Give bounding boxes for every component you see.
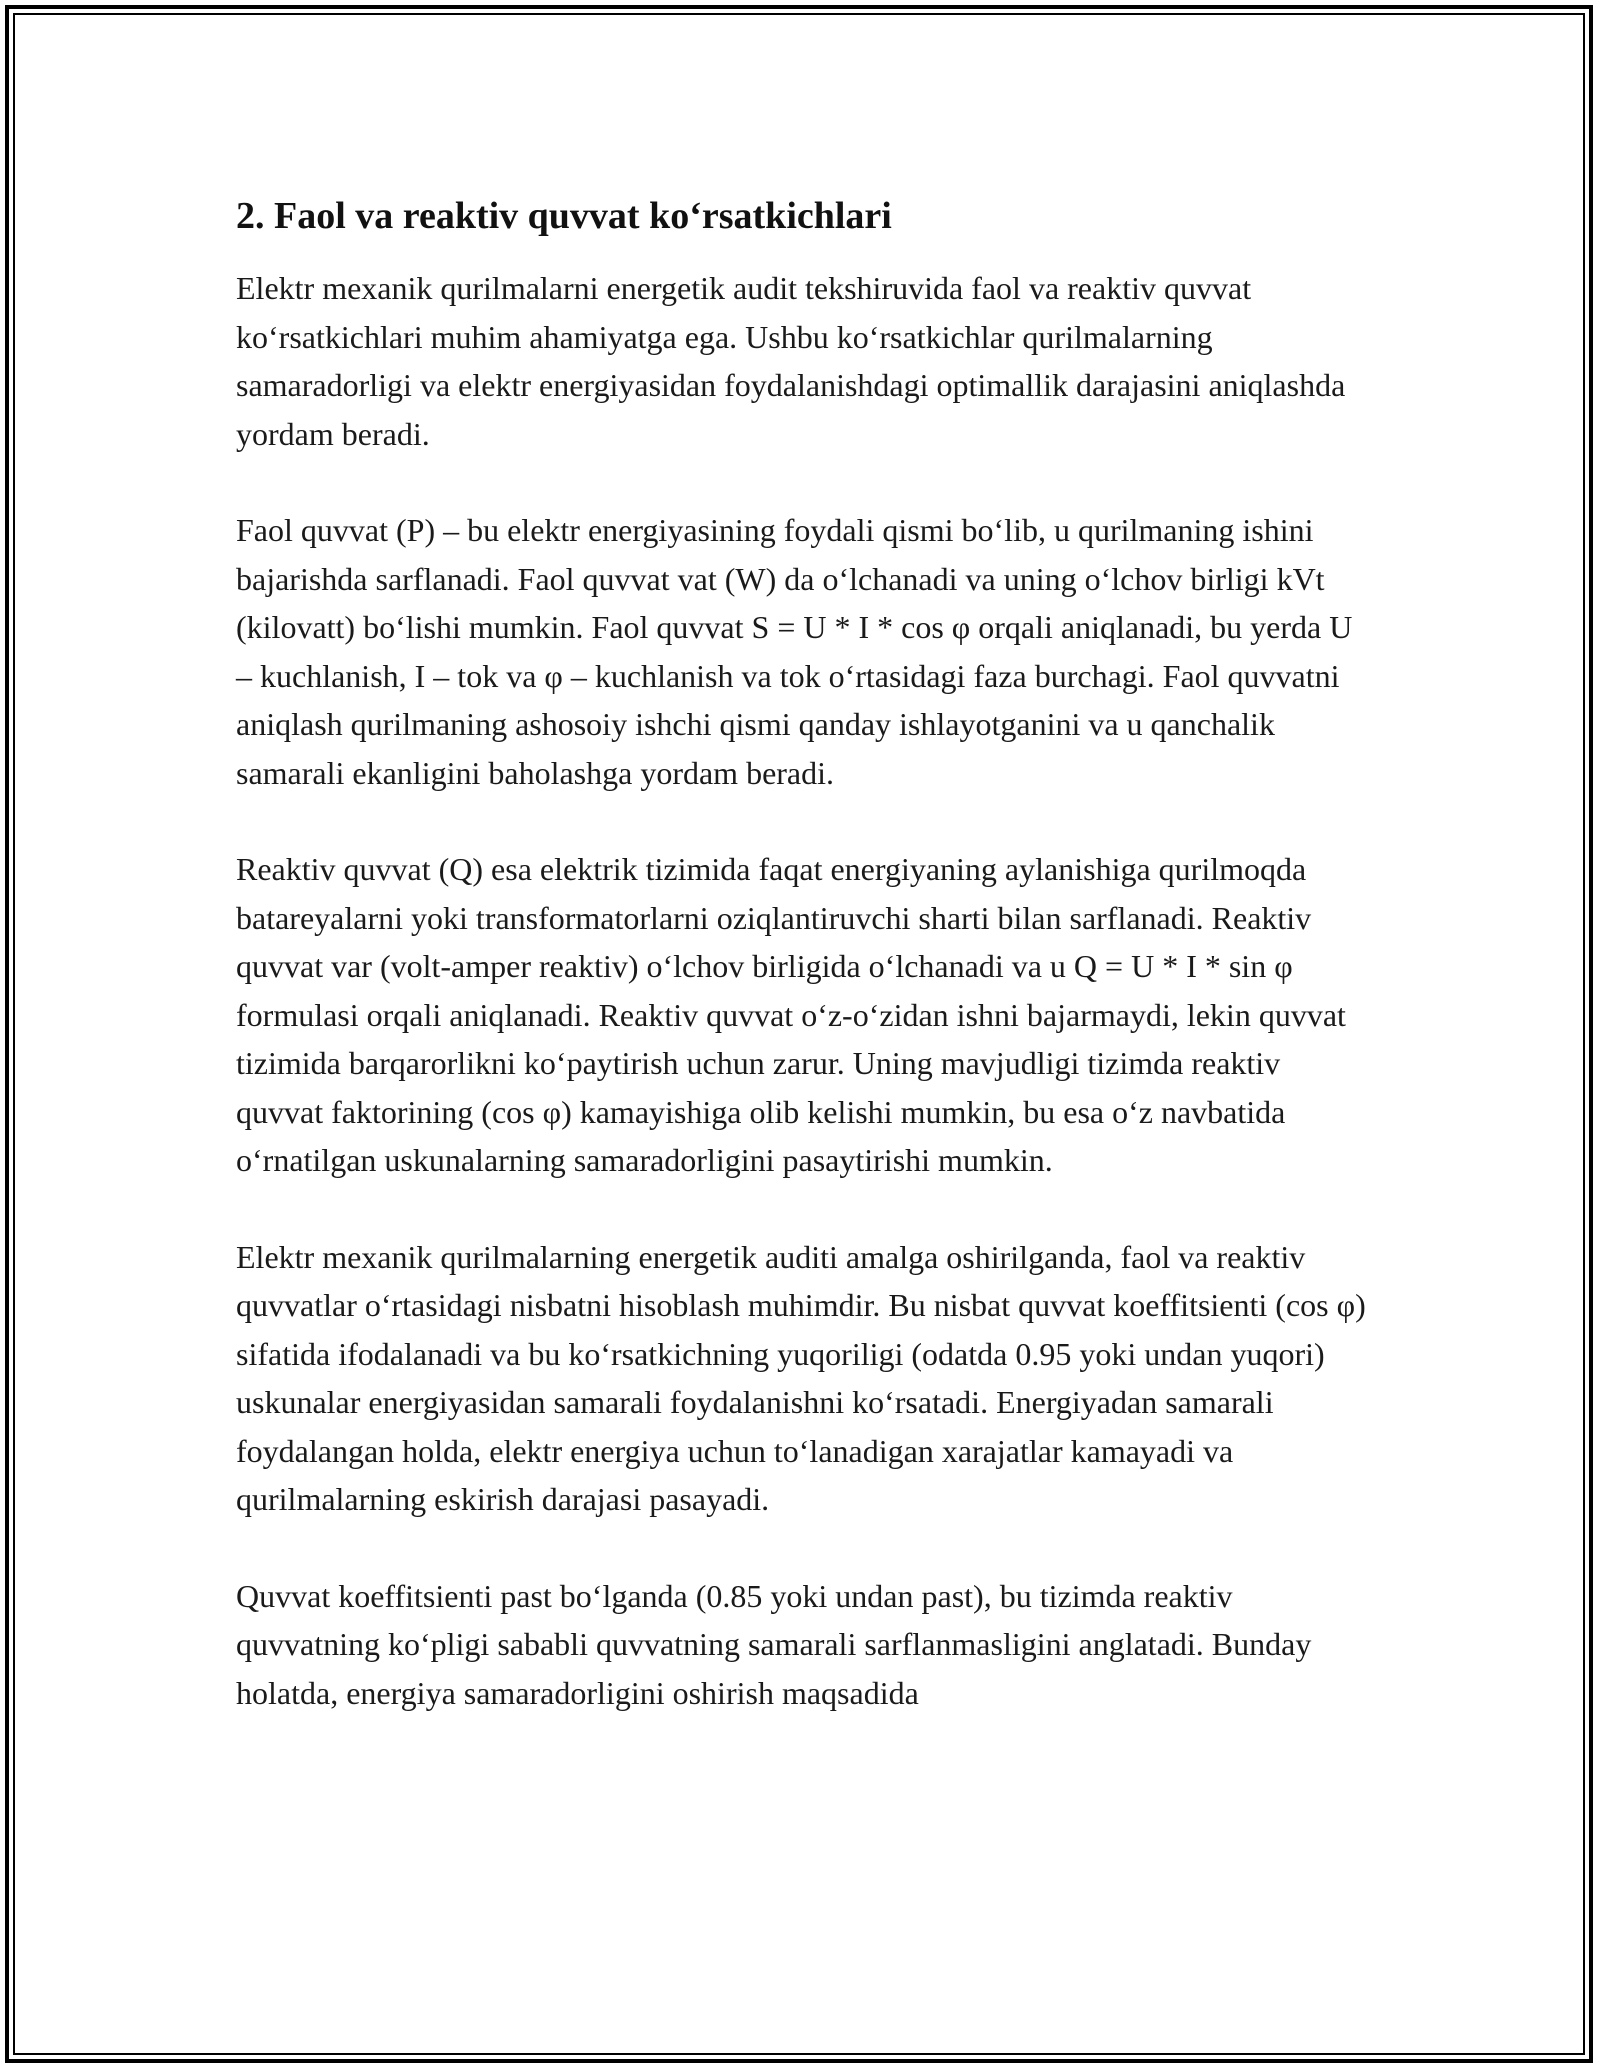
- paragraph-low-power-factor: Quvvat koeffitsienti past bo‘lganda (0.85 yoki undan past), bu tizimda reaktiv quvvatning ko‘pligi sababli quvvatning samarali sarflanmasligini anglatadi. Bunday holatda, energiya samaradorligini oshirish maqsadida: [236, 1577, 1312, 1711]
- paragraph-intro: Elektr mexanik qurilmalarni energetik audit tekshiruvida faol va reaktiv quvvat ko‘rsatkichlari muhim ahamiyatga ega. Ushbu ko‘rsatkichlar qurilmalarning samaradorligi va elektr energiyasidan foydalanishdagi optimallik darajasini aniqlashda yordam beradi.: [236, 270, 1346, 452]
- paragraph-power-factor: Elektr mexanik qurilmalarning energetik auditi amalga oshirilganda, faol va reaktiv quvvatlar o‘rtasidagi nisbatni hisoblash muhimdir. Bu nisbat quvvat koeffitsienti (cos φ) sifatida ifodalanadi va bu ko‘rsatkichning yuqoriligi (odatda 0.95 yoki undan yuqori) uskunalar energiyasidan samarali foydalanishni ko‘rsatadi. Energiyadan samarali foydalangan holda, elektr energiya uchun to‘lanadigan xarajatlar kamayadi va qurilmalarning eskirish darajasi pasayadi.: [236, 1238, 1366, 1517]
- paragraph-reactive-power: Reaktiv quvvat (Q) esa elektrik tizimida faqat energiyaning aylanishiga qurilmoqda batareyalarni yoki transformatorlarni oziqlantiruvchi sharti bilan sarflanadi. Reaktiv quvvat var (volt-amper reaktiv) o‘lchov birligida o‘lchanadi va u Q = U * I * sin φ formulasi orqali aniqlanadi. Reaktiv quvvat o‘z-o‘zidan ishni bajarmaydi, lekin quvvat tizimida barqarorlikni ko‘paytirish uchun zarur. Uning mavjudligi tizimda reaktiv quvvat faktorining (cos φ) kamayishiga olib kelishi mumkin, bu esa o‘z navbatida o‘rnatilgan uskunalarning samaradorligini pasaytirishi mumkin.: [236, 851, 1346, 1178]
- paragraph-active-power: Faol quvvat (P) – bu elektr energiyasining foydali qismi bo‘lib, u qurilmaning ishini bajarishda sarflanadi. Faol quvvat vat (W) da o‘lchanadi va uning o‘lchov birligi kVt (kilovatt) bo‘lishi mumkin. Faol quvvat S = U * I * cos φ orqali aniqlanadi, bu yerda U – kuchlanish, I – tok va φ – kuchlanish va tok o‘rtasidagi faza burchagi. Faol quvvatni aniqlash qurilmaning ashosoiy ishchi qismi qanday ishlayotganini va u qanchalik samarali ekanligini baholashga yordam beradi.: [236, 512, 1353, 791]
- section-heading: 2. Faol va reaktiv quvvat ko‘rsatkichlari: [236, 195, 892, 237]
- document-body: [236, 188, 1372, 1765]
